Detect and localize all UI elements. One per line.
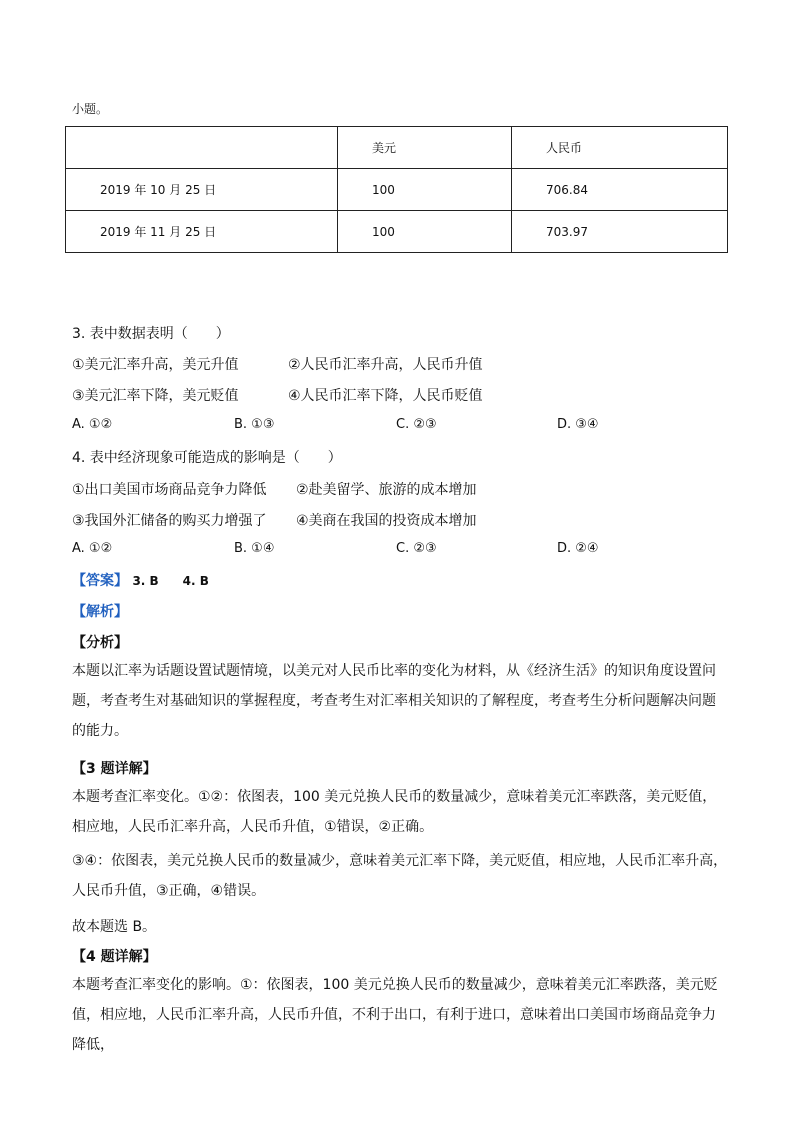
q4-item-4: ④美商在我国的投资成本增加 bbox=[296, 513, 477, 529]
answer-label: 【答案】 bbox=[72, 573, 128, 589]
q3-item-4: ④人民币汇率下降，人民币贬值 bbox=[288, 388, 483, 404]
table-header-cell bbox=[66, 127, 338, 169]
fenxi-label: 【分析】 bbox=[72, 635, 128, 651]
q3-detail-label: 【3 题详解】 bbox=[72, 761, 157, 777]
table-cell-rmb: 703.97 bbox=[512, 211, 728, 253]
table-header-row bbox=[66, 127, 728, 169]
q4-item-1: ①出口美国市场商品竞争力降低 bbox=[72, 482, 267, 498]
table-cell-date: 2019 年 11 月 25 日 bbox=[66, 211, 338, 253]
q4-option-b: B. ①④ bbox=[234, 541, 275, 556]
table-cell-usd: 100 bbox=[338, 211, 512, 253]
q3-option-a: A. ①② bbox=[72, 417, 113, 432]
q3-detail-conclusion: 故本题选 B。 bbox=[72, 919, 157, 935]
q3-option-c: C. ②③ bbox=[396, 417, 437, 432]
table-header-cell: 人民币 bbox=[512, 127, 728, 169]
q3-item-2: ②人民币汇率升高，人民币升值 bbox=[288, 357, 483, 373]
q3-item-1: ①美元汇率升高，美元升值 bbox=[72, 357, 239, 373]
table-row bbox=[66, 211, 728, 253]
q3-detail-p1: 本题考查汇率变化。①②：依图表，100 美元兑换人民币的数量减少，意味着美元汇率跌落，美元贬值，相应地，人民币汇率升高，人民币升值，①错误，②正确。 bbox=[72, 789, 717, 835]
q3-option-d: D. ③④ bbox=[557, 417, 599, 432]
intro-tail: 小题。 bbox=[72, 102, 109, 116]
q4-detail-label: 【4 题详解】 bbox=[72, 949, 157, 965]
q4-item-2: ②赴美留学、旅游的成本增加 bbox=[296, 482, 477, 498]
q4-option-c: C. ②③ bbox=[396, 541, 437, 556]
table-cell-date: 2019 年 10 月 25 日 bbox=[66, 169, 338, 211]
exchange-rate-table bbox=[65, 126, 728, 253]
q4-detail-p1: 本题考查汇率变化的影响。①：依图表，100 美元兑换人民币的数量减少，意味着美元汇率跌落，美元贬值，相应地，人民币汇率升高，人民币升值，不利于出口，有利于进口，意味着出口美国市场商品竞争力降低， bbox=[72, 977, 718, 1053]
answer-line bbox=[72, 570, 209, 590]
q4-option-d: D. ②④ bbox=[557, 541, 599, 556]
fenxi-text: 本题以汇率为话题设置试题情境，以美元对人民币比率的变化为材料，从《经济生活》的知识角度设置问题，考查考生对基础知识的掌握程度，考查考生对汇率相关知识的了解程度，考查考生分析问题解决问题的能力。 bbox=[72, 663, 716, 739]
q3-option-b: B. ①③ bbox=[234, 417, 275, 432]
q3-item-3: ③美元汇率下降，美元贬值 bbox=[72, 388, 239, 404]
q3-detail-p2: ③④：依图表，美元兑换人民币的数量减少，意味着美元汇率下降，美元贬值，相应地，人民币汇率升高，人民币升值，③正确，④错误。 bbox=[72, 853, 728, 899]
table-cell-usd: 100 bbox=[338, 169, 512, 211]
table-row bbox=[66, 169, 728, 211]
q3-stem: 3. 表中数据表明（ ） bbox=[72, 326, 230, 342]
analysis-label: 【解析】 bbox=[72, 604, 128, 620]
table-cell-rmb: 706.84 bbox=[512, 169, 728, 211]
q4-option-a: A. ①② bbox=[72, 541, 113, 556]
q4-item-3: ③我国外汇储备的购买力增强了 bbox=[72, 513, 267, 529]
answer-value: 3. B 4. B bbox=[132, 574, 209, 588]
table-header-cell: 美元 bbox=[338, 127, 512, 169]
q4-stem: 4. 表中经济现象可能造成的影响是（ ） bbox=[72, 450, 342, 466]
